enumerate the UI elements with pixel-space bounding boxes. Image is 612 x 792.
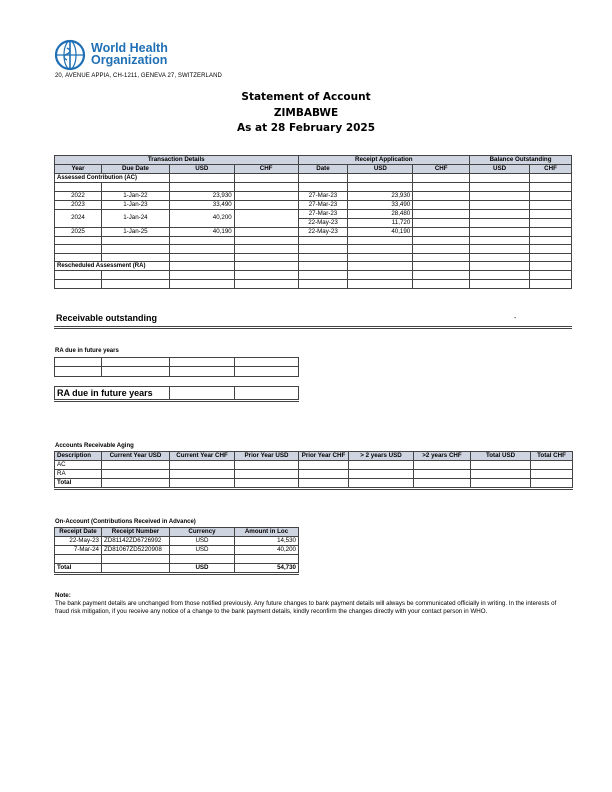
table-row bbox=[55, 358, 299, 367]
on-account-total-row: Total USD 54,730 bbox=[55, 563, 299, 573]
ra-future-title: RA due in future years bbox=[55, 348, 119, 354]
country-name: ZIMBABWE bbox=[273, 106, 339, 119]
col-usd: USD bbox=[169, 165, 234, 174]
aging-col-total-usd: Total USD bbox=[471, 452, 531, 461]
who-logo bbox=[53, 38, 203, 72]
table-row bbox=[55, 279, 572, 288]
note-block bbox=[55, 592, 565, 617]
oa-col-currency: Currency bbox=[170, 528, 235, 537]
org-address: 20, AVENUE APPIA, CH-1211, GENEVA 27, SWITZERLAND bbox=[55, 73, 222, 79]
aging-title: Accounts Receivable Aging bbox=[55, 443, 134, 449]
note-text: The bank payment details are unchanged from those notified previously. Any future changes to bank payment details will always be communicated officially in writing. In the interests of fraud risk mitigation, if you receive any notice of a change to the bank payment details, kindly reconfirm the changes directly with your contact person in WHO. bbox=[55, 600, 557, 616]
aging-table bbox=[54, 451, 573, 490]
note-heading: Note: bbox=[55, 592, 71, 599]
receivable-outstanding-value: - bbox=[514, 315, 517, 322]
table-row: 2022 1-Jan-22 23,930 27-Mar-23 23,930 bbox=[55, 191, 572, 200]
section-ra-label: Rescheduled Assessment (RA) bbox=[55, 262, 170, 271]
table-row: 22-May-23 11,720 bbox=[55, 218, 572, 227]
col-year: Year bbox=[55, 165, 102, 174]
ra-future-total-table bbox=[54, 386, 299, 402]
aging-col-2y-usd: > 2 years USD bbox=[349, 452, 414, 461]
org-name-line1: World Health bbox=[91, 41, 168, 55]
group-receipt-application: Receipt Application bbox=[298, 156, 470, 165]
org-name-line2: Organization bbox=[91, 53, 168, 67]
aging-col-prior-usd: Prior Year USD bbox=[235, 452, 299, 461]
group-transaction-details: Transaction Details bbox=[55, 156, 299, 165]
table-row: RA bbox=[55, 470, 573, 479]
aging-total-row: Total bbox=[55, 479, 573, 489]
col-balance-usd: USD bbox=[470, 165, 530, 174]
oa-col-receipt-date: Receipt Date bbox=[55, 528, 102, 537]
table-row bbox=[55, 271, 572, 280]
statement-titles bbox=[0, 90, 612, 137]
table-row: 2025 1-Jan-25 40,190 22-May-23 40,190 bbox=[55, 227, 572, 236]
aging-col-total-chf: Total CHF bbox=[531, 452, 573, 461]
oa-col-receipt-number: Receipt Number bbox=[102, 528, 170, 537]
receivable-outstanding-label: Receivable outstanding bbox=[56, 313, 158, 323]
on-account-table bbox=[54, 527, 299, 575]
table-row bbox=[55, 236, 572, 245]
ra-future-total-row bbox=[55, 387, 299, 401]
group-header-row bbox=[55, 156, 572, 165]
table-row bbox=[55, 253, 572, 262]
table-row: 2023 1-Jan-23 33,490 27-Mar-23 33,490 bbox=[55, 200, 572, 209]
col-receipt-chf: CHF bbox=[413, 165, 470, 174]
group-balance-outstanding: Balance Outstanding bbox=[470, 156, 572, 165]
aging-col-2y-chf: >2 years CHF bbox=[414, 452, 471, 461]
table-row bbox=[55, 366, 299, 376]
column-header-row bbox=[55, 165, 572, 174]
table-row: AC bbox=[55, 461, 573, 470]
col-date: Date bbox=[298, 165, 348, 174]
col-receipt-usd: USD bbox=[348, 165, 413, 174]
section-ac-row bbox=[55, 174, 572, 183]
aging-col-current-chf: Current Year CHF bbox=[170, 452, 235, 461]
oa-col-amount: Amount in Loc bbox=[235, 528, 299, 537]
col-balance-chf: CHF bbox=[530, 165, 572, 174]
col-chf: CHF bbox=[234, 165, 298, 174]
aging-col-prior-chf: Prior Year CHF bbox=[299, 452, 349, 461]
section-ra-row bbox=[55, 262, 572, 271]
table-row bbox=[55, 183, 572, 192]
ra-future-table bbox=[54, 357, 299, 377]
table-row bbox=[55, 245, 572, 254]
statement-table bbox=[54, 155, 572, 289]
ra-future-total-label: RA due in future years bbox=[55, 387, 170, 401]
on-account-title: On-Account (Contributions Received in Advance) bbox=[55, 519, 196, 525]
table-row: 2024 1-Jan-24 40,200 27-Mar-23 28,480 bbox=[55, 209, 572, 218]
col-due-date: Due Date bbox=[101, 165, 169, 174]
aging-col-description: Description bbox=[55, 452, 102, 461]
table-row: 22-May-23 ZD81142ZD6726992 USD 14,530 bbox=[55, 537, 299, 546]
as-at-date: As at 28 February 2025 bbox=[236, 122, 376, 134]
who-emblem-icon bbox=[53, 38, 87, 72]
section-ac-label: Assessed Contribution (AC) bbox=[55, 174, 170, 183]
table-row: 7-Mar-24 ZD81067ZD5220908 USD 40,200 bbox=[55, 546, 299, 555]
on-account-header-row bbox=[55, 528, 299, 537]
table-row bbox=[55, 555, 299, 564]
statement-title: Statement of Account bbox=[241, 91, 371, 103]
aging-col-current-usd: Current Year USD bbox=[102, 452, 170, 461]
receivable-outstanding-row bbox=[54, 312, 572, 327]
aging-header-row bbox=[55, 452, 573, 461]
